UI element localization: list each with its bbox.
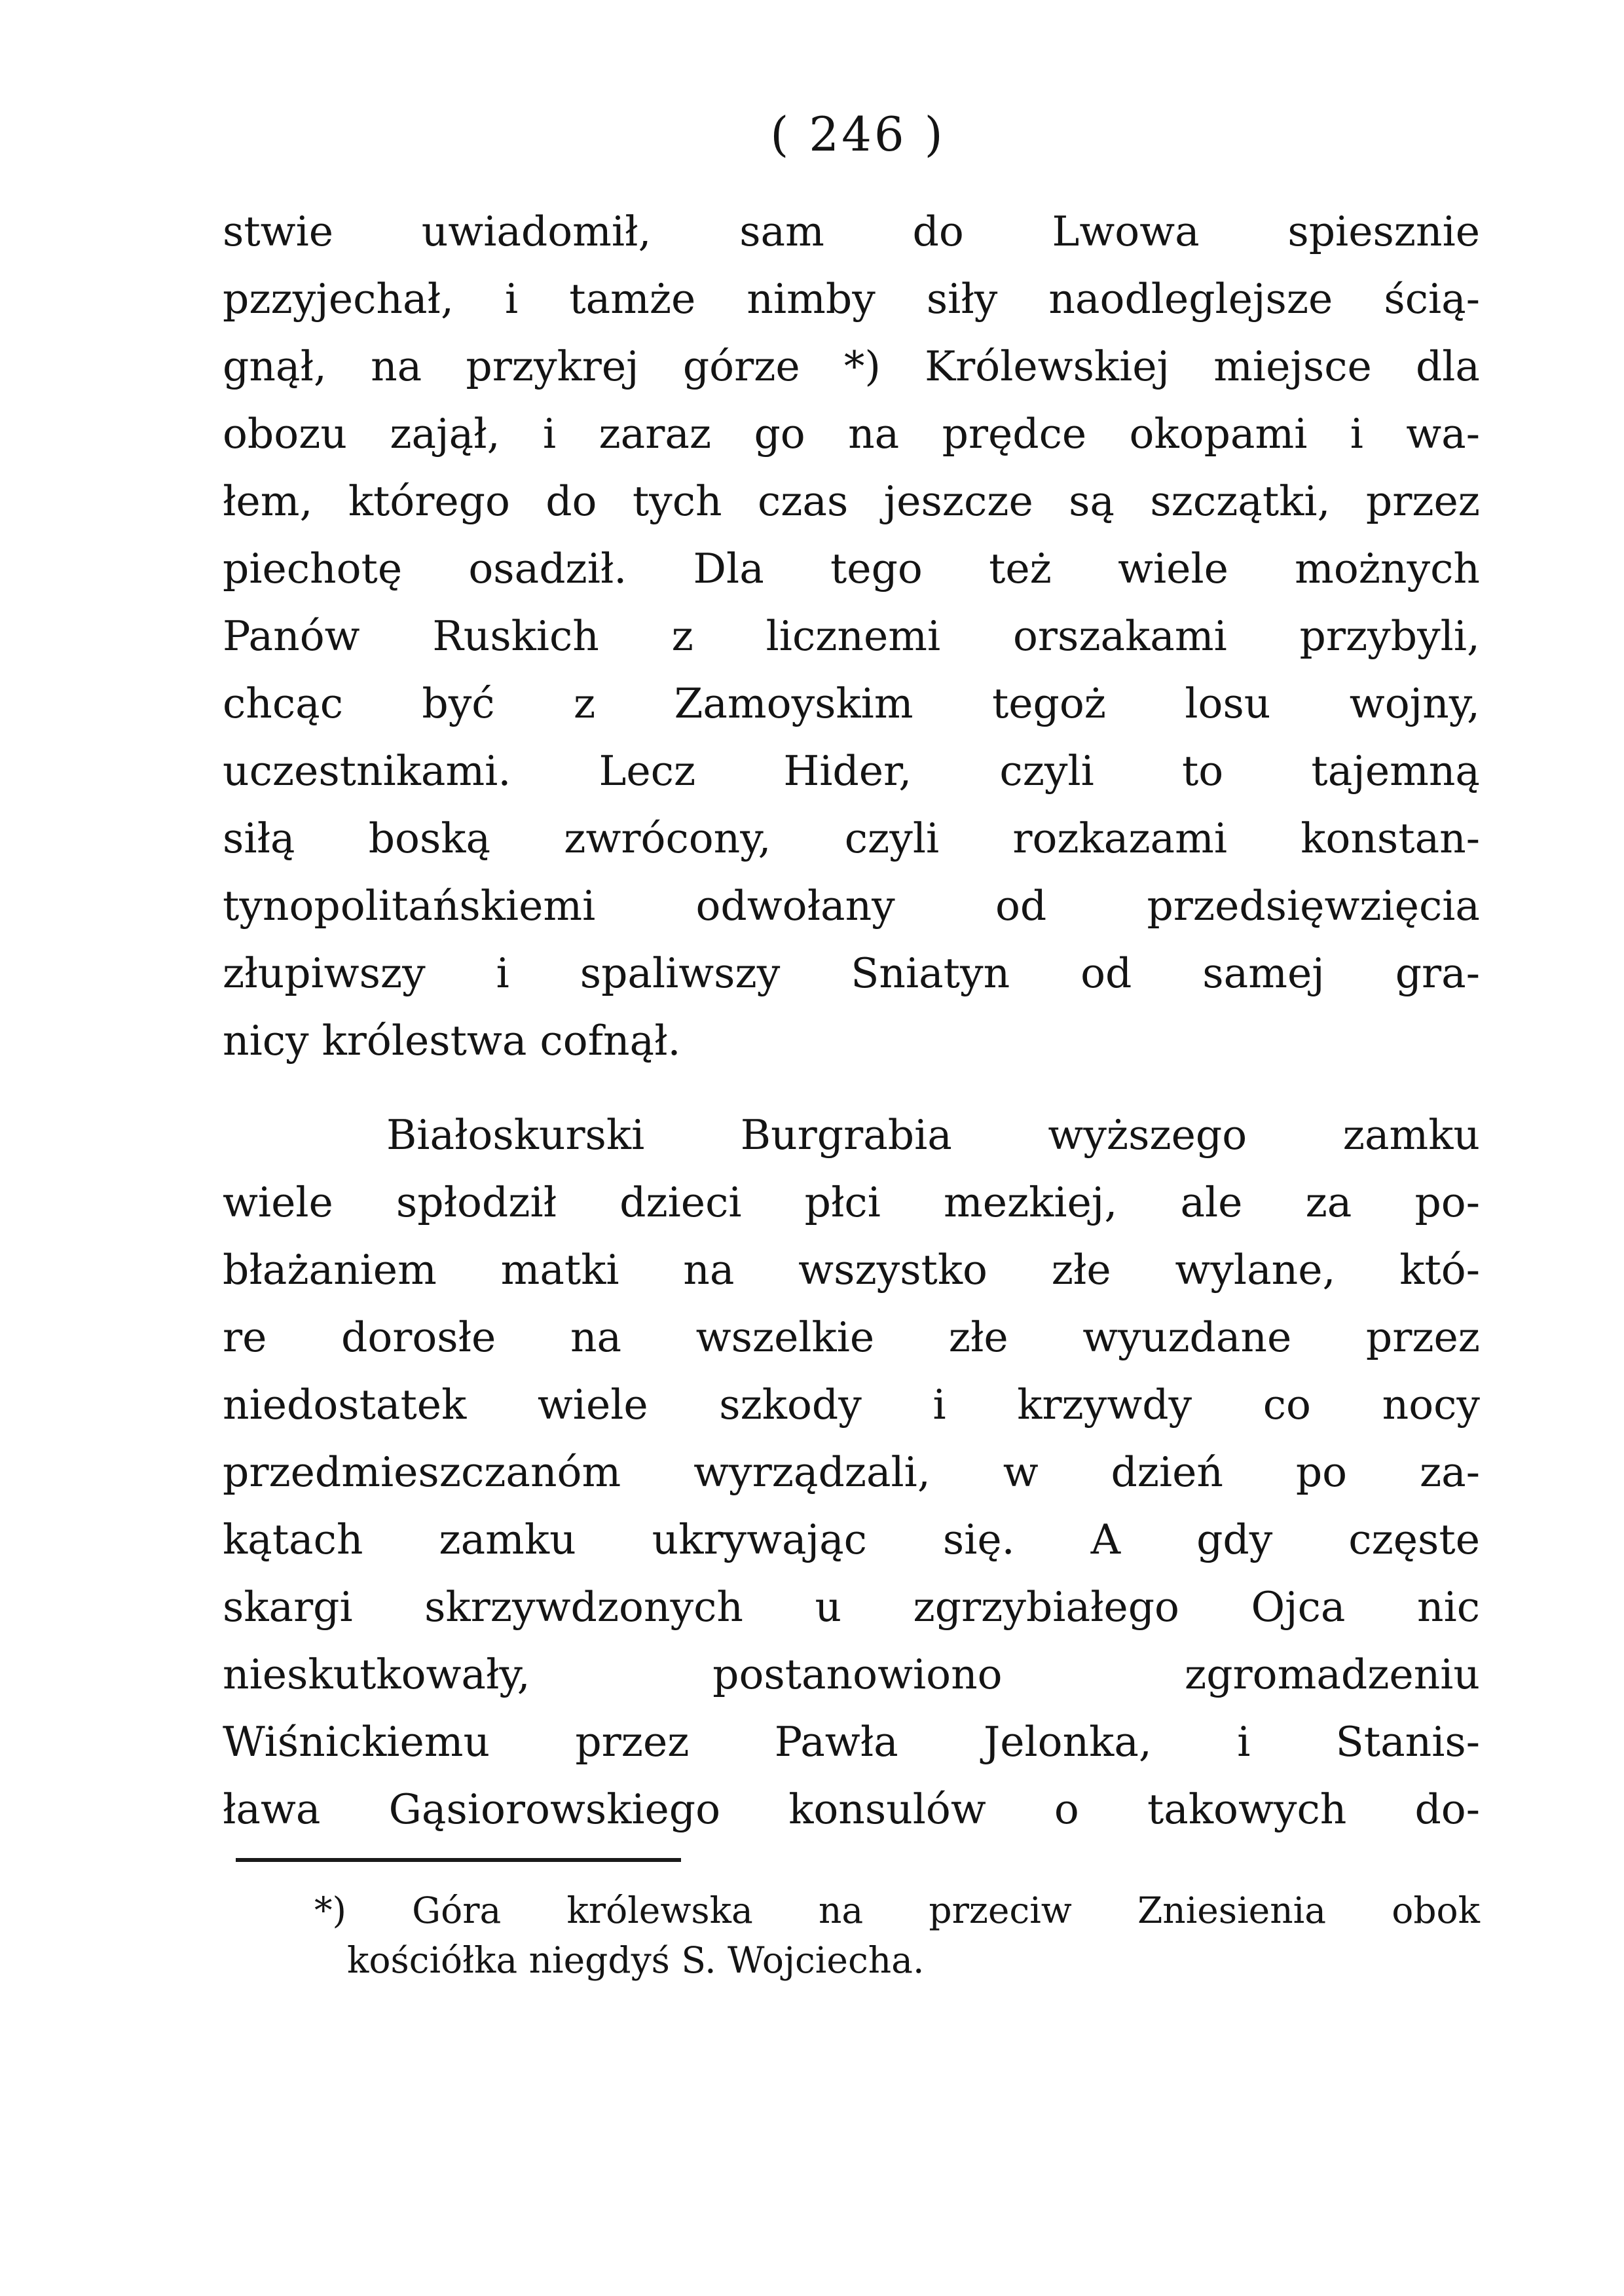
- text-line: gnął, na przykrej górze *) Królewskiej miejsce dla: [223, 342, 1480, 390]
- text-line: tynopolitańskiemi odwołany od przedsięwzięcia: [223, 882, 1480, 930]
- text-line: wiele spłodził dzieci płci mezkiej, ale za po-: [223, 1178, 1480, 1226]
- text-line: kątach zamku ukrywając się. A gdy częste: [223, 1516, 1480, 1563]
- text-line: Panów Ruskich z licznemi orszakami przybyli,: [223, 612, 1480, 660]
- text-line: re dorosłe na wszelkie złe wyuzdane przez: [223, 1313, 1480, 1361]
- text-line: niedostatek wiele szkody i krzywdy co nocy: [223, 1381, 1480, 1429]
- text-line: skargi skrzywdzonych u zgrzybiałego Ojca nic: [223, 1583, 1480, 1631]
- text-line: nicy królestwa cofnął.: [223, 1017, 681, 1065]
- text-line: Białoskurski Burgrabia wyższego zamku: [386, 1111, 1480, 1159]
- text-line: błażaniem matki na wszystko złe wylane, któ-: [223, 1246, 1480, 1294]
- text-line: złupiwszy i spaliwszy Sniatyn od samej gra-: [223, 949, 1480, 997]
- text-line: siłą boską zwrócony, czyli rozkazami konstan-: [223, 814, 1480, 862]
- footnote-line: kościółka niegdyś S. Wojciecha.: [347, 1939, 925, 1981]
- text-line: stwie uwiadomił, sam do Lwowa spiesznie: [223, 208, 1480, 255]
- text-line: nieskutkowały, postanowiono zgromadzeniu: [223, 1650, 1480, 1698]
- footnote-divider: [236, 1858, 681, 1862]
- text-line: obozu zajął, i zaraz go na prędce okopami i wa-: [223, 410, 1480, 458]
- text-line: piechotę osadził. Dla tego też wiele możnych: [223, 545, 1480, 592]
- text-line: ława Gąsiorowskiego konsulów o takowych do-: [223, 1785, 1480, 1833]
- paragraph: [223, 1101, 1480, 1843]
- page-number: ( 246 ): [770, 107, 946, 162]
- text-line: uczestnikami. Lecz Hider, czyli to tajemną: [223, 747, 1480, 795]
- paragraph: [223, 198, 1480, 1074]
- text-line: Wiśnickiemu przez Pawła Jelonka, i Stanis-: [223, 1718, 1480, 1766]
- text-line: pzzyjechał, i tamże nimby siły naodleglejsze ścią-: [223, 275, 1480, 323]
- text-line: chcąc być z Zamoyskim tegoż losu wojny,: [223, 680, 1480, 727]
- footnote: [314, 1886, 1480, 1985]
- text-line: łem, którego do tych czas jeszcze są szczątki, przez: [223, 477, 1480, 525]
- text-line: przedmieszczanóm wyrządzali, w dzień po za-: [223, 1448, 1480, 1496]
- footnote-line: *) Góra królewska na przeciw Zniesienia obok: [314, 1889, 1480, 1931]
